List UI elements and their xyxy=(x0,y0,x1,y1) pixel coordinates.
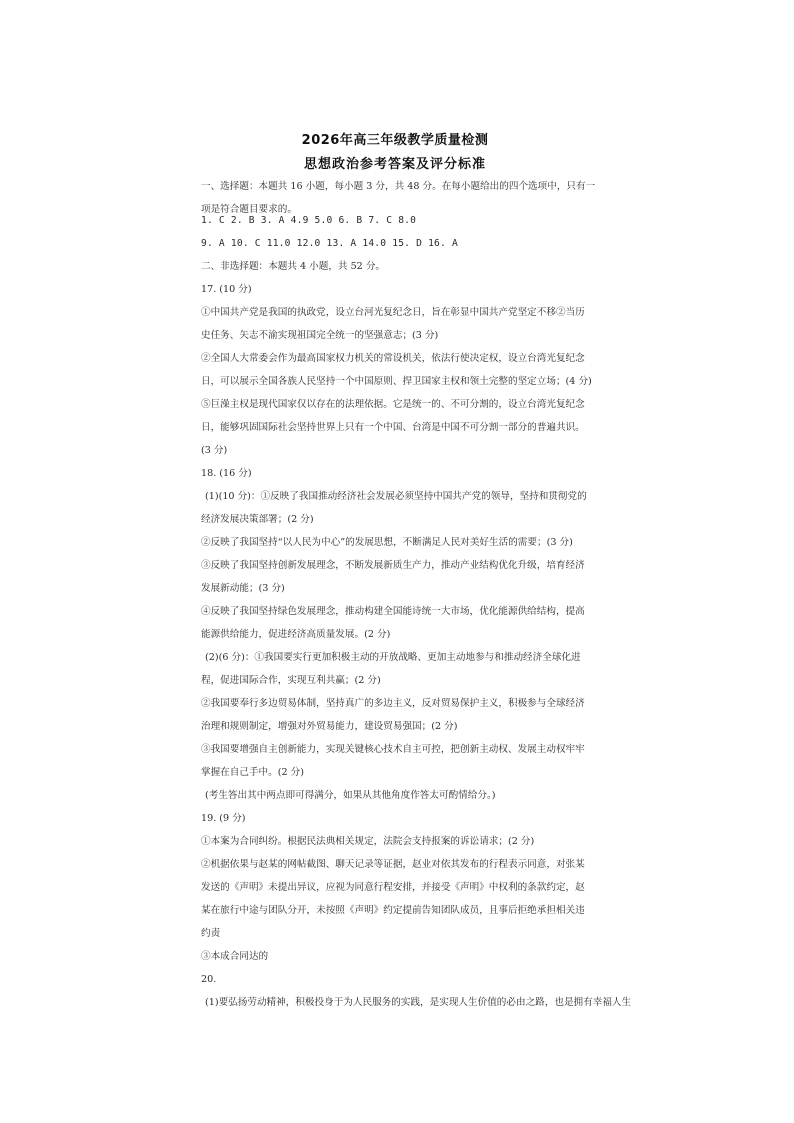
q18-grading-note: (考生答出其中两点即可得满分，如果从其他角度作答太可酌情给分。) xyxy=(205,790,496,801)
q17-point-1: ①中国共产党是我国的执政党，设立台河光复纪念日，旨在彰显中国共产党坚定不移②当历 xyxy=(201,307,585,318)
q18-part-1-point-4: ④反映了我国坚持绿色发展理念，推动构建全国能诗统一大市场，优化能源供给结构，提高 xyxy=(201,606,585,617)
q19-point-2-cont-3: 约责 xyxy=(201,928,221,939)
q17-point-3-cont: 日，能够巩固国际社会坚持世界上只有一个中国、台湾是中国不可分割一部分的普遍共识。 xyxy=(201,422,585,433)
q20-part-1: (1)要弘扬劳动精神，积极投身于为人民服务的实践，是实现人生价值的必由之路，也是拥有幸福人生 xyxy=(205,997,632,1008)
q19-point-1: ①本案为合同纠纷。根据民法典相关规定，法院会支持报案的诉讼请求；(2 分) xyxy=(201,836,535,847)
q18-part-1-point-3: ③反映了我国坚持创新发展理念，不断发展新质生产力，推动产业结构优化升级，培育经济 xyxy=(201,560,585,571)
q18-part-1-point-4-cont: 能源供给能力，促进经济高质量发展。(2 分) xyxy=(201,629,391,640)
q18-part-1-point-1-cont: 经济发展决策部署；(2 分) xyxy=(201,514,314,525)
document-subtitle: 思想政治参考答案及评分标准 xyxy=(303,157,486,172)
q18-part-1-point-1: (1)(10 分)：①反映了我国推动经济社会发展必须坚持中国共产党的领导，坚持和贯彻党的 xyxy=(205,491,587,502)
question-18-header: 18. (16 分) xyxy=(201,468,252,479)
mc-answers-row-2: 9. A 10. C 11.0 12.0 13. A 14.0 15. D 16. A xyxy=(201,238,458,249)
q18-part-1-point-2: ②反映了我国坚持“以人民为中心”的发展思想，不断满足人民对美好生活的需要；(3 分) xyxy=(201,537,573,548)
q18-part-2-point-2: ②我国要奉行多边贸易体制，坚持真广的多边主义，反对贸易保护主义，积极参与全球经济 xyxy=(201,698,585,709)
question-17-header: 17. (10 分) xyxy=(201,284,252,295)
q18-part-2-point-3: ③我国要增强自主创新能力，实现关键核心技术自主可控，把创新主动权、发展主动权牢牢 xyxy=(201,744,585,755)
mc-answers-row-1: 1. C 2. B 3. A 4.9 5.0 6. B 7. C 8.0 xyxy=(201,215,417,226)
q19-point-3: ③本成合同达的 xyxy=(201,951,269,962)
document-title: 2026年高三年级教学质量检测 xyxy=(301,133,489,148)
section-1-heading: 一、选择题：本题共 16 小题，每小题 3 分，共 48 分。在每小题给出的四个选项中，只有一 xyxy=(201,181,596,192)
q19-point-2-cont-1: 发送的《声明》未提出异议，应视为同意行程安排，并接受《声明》中权利的条款约定，赵 xyxy=(201,882,585,893)
question-19-header: 19. (9 分) xyxy=(201,813,246,824)
q17-point-2: ②全国人大常委会作为最高国家权力机关的常设机关，依法行使决定权，设立台湾光复纪念 xyxy=(201,353,585,364)
q18-part-2-point-2-cont: 治理和规则制定，增强对外贸易能力，建设贸易强国；(2 分) xyxy=(201,721,458,732)
question-20-header: 20. xyxy=(201,974,217,985)
q18-part-2-point-1: (2)(6 分)：①我国要实行更加积极主动的开放战略、更加主动地参与和推动经济全球化进 xyxy=(205,652,581,663)
section-1-heading-cont: 项是符合题目要求的。 xyxy=(201,204,297,215)
q17-point-1-cont: 史任务、矢志不渝实现祖国完全统一的坚强意志；(3 分) xyxy=(201,330,439,341)
q19-point-2: ②机据依果与赵某的网帖截图、聊天记录等证据，赵业对依其发布的行程表示同意，对张某 xyxy=(201,859,585,870)
q18-part-1-point-3-cont: 发展新动能；(3 分) xyxy=(201,583,285,594)
q17-point-3-score: (3 分) xyxy=(201,445,228,456)
section-2-heading: 二、非选择题：本题共 4 小题，共 52 分。 xyxy=(201,261,386,272)
q18-part-2-point-3-cont: 掌握在自己手中。(2 分) xyxy=(201,767,304,778)
q17-point-2-cont: 日，可以展示全国各族人民坚持一个中国原则、捍卫国家主权和领土完整的坚定立场；(4 分) xyxy=(201,376,592,387)
q17-point-3: ⑤巨澡主权是现代国家仅以存在的法理依据。它是统一的、不可分割的，设立台湾光复纪念 xyxy=(201,399,585,410)
q19-point-2-cont-2: 某在旅行中途与团队分开，未按照《声明》约定提前告知团队成员，且事后拒绝承担相关违 xyxy=(201,905,585,916)
q18-part-2-point-1-cont: 程，促进国际合作，实现互利共赢；(2 分) xyxy=(201,675,381,686)
